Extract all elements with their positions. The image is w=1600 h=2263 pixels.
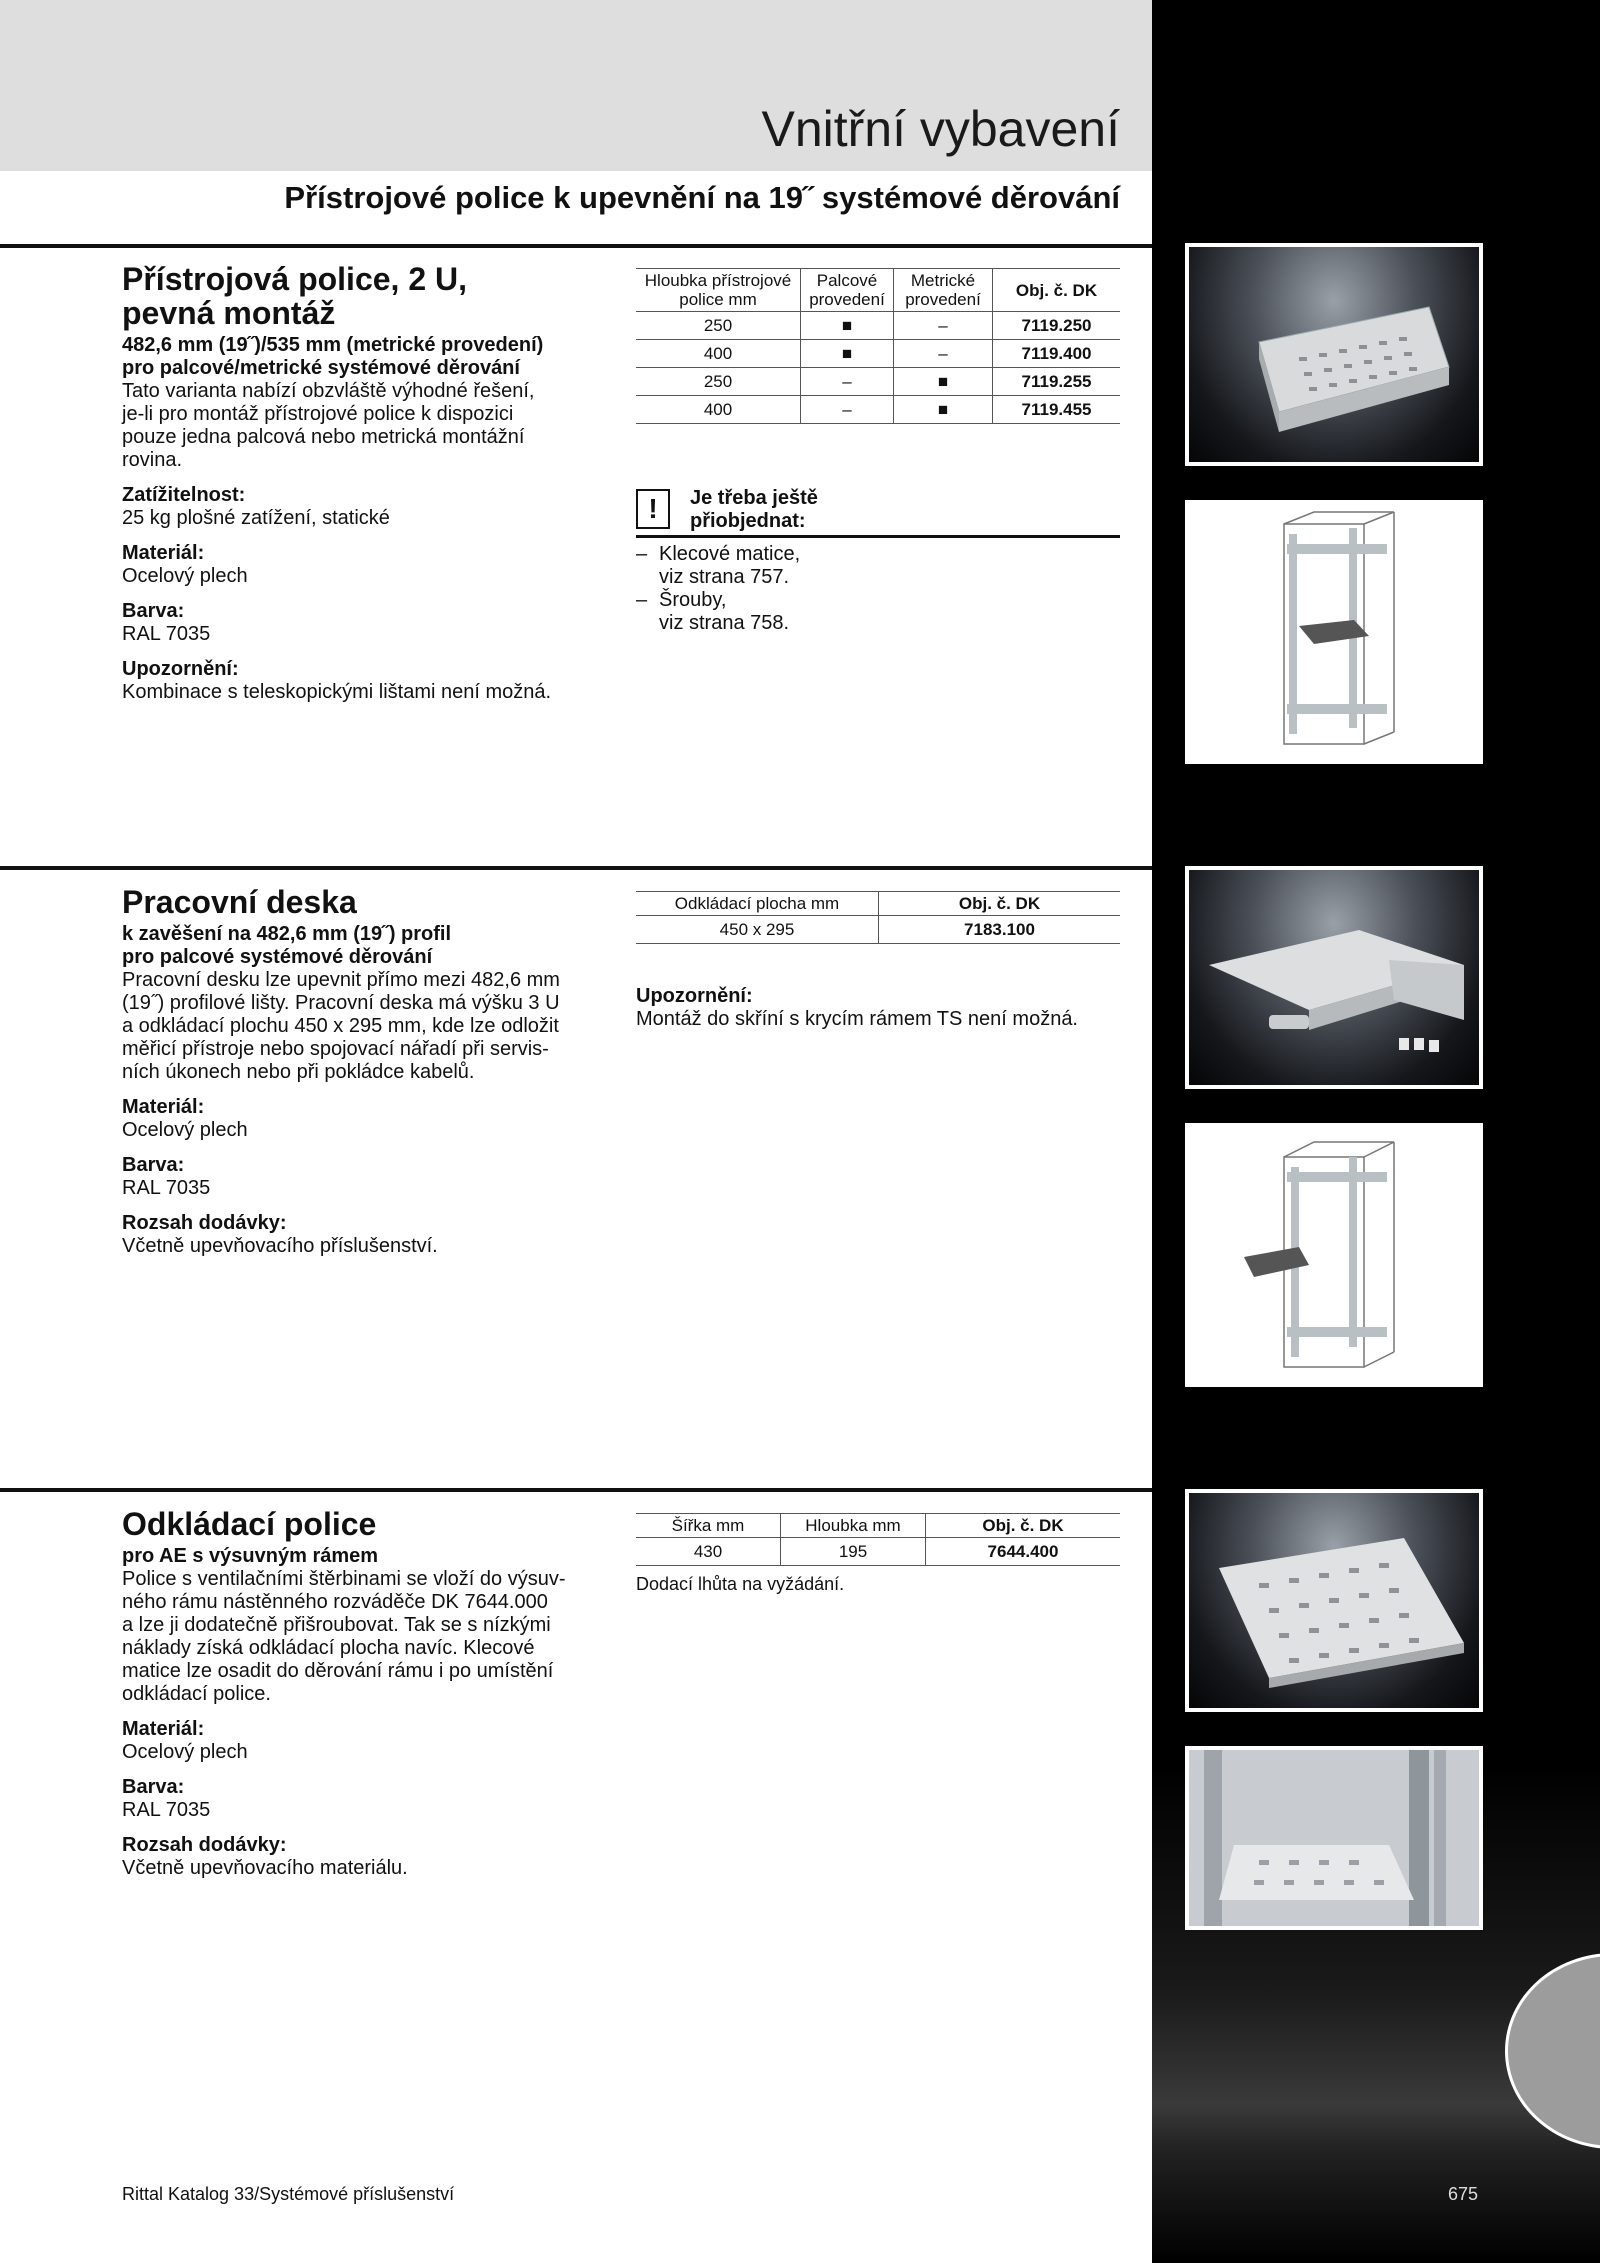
product-photo-device-shelf	[1185, 243, 1483, 466]
desc-line: matice lze osadit do děrování rámu i po umístění	[122, 1660, 554, 1682]
material-value: Ocelový plech	[122, 565, 248, 587]
product-photo-shelf-installed	[1185, 1746, 1483, 1930]
section2-subtitle-2: pro palcové systémové děrování	[122, 946, 433, 968]
section3-subtitle: pro AE s výsuvným rámem	[122, 1545, 379, 1567]
desc-line: a lze ji dodatečně přišroubovat. Tak se s nízkými	[122, 1614, 551, 1636]
order-box-title-line: přiobjednat:	[690, 510, 806, 532]
section1-text	[122, 262, 612, 704]
page-subtitle: Přístrojové police k upevnění na 19˝ systémové děrování	[284, 180, 1120, 215]
table-row	[636, 340, 1120, 368]
section1-title: Přístrojová police, 2 U,	[122, 261, 467, 297]
table-row	[636, 312, 1120, 340]
color-value: RAL 7035	[122, 1799, 211, 1821]
product-photo-storage-shelf	[1185, 1489, 1483, 1712]
section1-title-2: pevná montáž	[122, 295, 336, 331]
cell-metric: –	[894, 340, 993, 368]
cell-inch: ■	[801, 340, 894, 368]
color-label: Barva:	[122, 600, 185, 622]
table-row	[636, 916, 1120, 944]
cabinet-drawing	[1189, 504, 1479, 760]
material-value: Ocelový plech	[122, 1119, 248, 1141]
desc-line: je-li pro montáž přístrojové police k dispozici	[122, 403, 514, 425]
desc-line: Pracovní desku lze upevnit přímo mezi 482,6 mm	[122, 969, 560, 991]
section-divider	[0, 244, 1152, 248]
table-header-row	[636, 1514, 1120, 1538]
cell-depth: 250	[636, 368, 801, 396]
section3-text	[122, 1507, 612, 1880]
section1-subtitle: 482,6 mm (19˝)/535 mm (metrické provedení)	[122, 334, 544, 356]
list-item-text: viz strana 758.	[659, 612, 790, 634]
cell-order-no: 7119.255	[993, 368, 1121, 396]
section3-table	[636, 1513, 1120, 1566]
material-label: Materiál:	[122, 1718, 205, 1740]
col-header-width: Šířka mm	[636, 1514, 781, 1538]
col-header-order-no: Obj. č. DK	[926, 1514, 1121, 1538]
desc-line: ného rámu nástěnného rozváděče DK 7644.000	[122, 1591, 548, 1613]
color-label: Barva:	[122, 1776, 185, 1798]
color-label: Barva:	[122, 1154, 185, 1176]
col-header-metric: Metrické provedení	[894, 269, 993, 312]
delivery-note: Dodací lhůta na vyžádání.	[636, 1574, 845, 1594]
warning-icon: !	[636, 489, 670, 529]
storage-shelf-illustration	[1189, 1493, 1479, 1708]
color-value: RAL 7035	[122, 623, 211, 645]
desc-line: Police s ventilačními štěrbinami se vloží do výsuv-	[122, 1568, 566, 1590]
list-item	[636, 589, 1120, 635]
drawing-cabinet-shelf	[1185, 500, 1483, 764]
desc-line: a odkládací plochu 450 x 295 mm, kde lze odložit	[122, 1015, 559, 1037]
col-header-order-no: Obj. č. DK	[993, 269, 1121, 312]
order-box-title-line: Je třeba ještě	[690, 487, 818, 509]
desc-line: Tato varianta nabízí obzvláště výhodné řešení,	[122, 380, 535, 402]
cell-order-no: 7119.455	[993, 396, 1121, 424]
desc-line: měřicí přístroje nebo spojovací nářadí při servis-	[122, 1038, 549, 1060]
cell-metric: –	[894, 312, 993, 340]
scope-label: Rozsah dodávky:	[122, 1212, 287, 1234]
note-value: Kombinace s teleskopickými lištami není možná.	[122, 681, 552, 703]
section3-title: Odkládací police	[122, 1506, 377, 1542]
order-box-items	[636, 543, 1120, 635]
note-label: Upozornění:	[636, 985, 753, 1007]
section1-table	[636, 268, 1120, 424]
table-row	[636, 1538, 1120, 1566]
scope-label: Rozsah dodávky:	[122, 1834, 287, 1856]
list-item-text: Šrouby,	[659, 589, 727, 611]
material-value: Ocelový plech	[122, 1741, 248, 1763]
drawing-cabinet-desk	[1185, 1123, 1483, 1387]
shelf-illustration	[1189, 247, 1479, 462]
desc-line: odkládací police.	[122, 1683, 271, 1705]
col-header-depth: Hloubka mm	[781, 1514, 926, 1538]
order-box	[636, 487, 1120, 635]
list-item	[636, 543, 1120, 589]
cell-order-no: 7644.400	[926, 1538, 1121, 1566]
cell-depth: 400	[636, 340, 801, 368]
cell-order-no: 7119.400	[993, 340, 1121, 368]
cell-order-no: 7119.250	[993, 312, 1121, 340]
col-header-depth: Hloubka přístrojové police mm	[636, 269, 801, 312]
col-header-order-no: Obj. č. DK	[879, 892, 1121, 916]
scope-value: Včetně upevňovacího materiálu.	[122, 1857, 408, 1879]
order-box-title	[690, 487, 818, 533]
cell-order-no: 7183.100	[879, 916, 1121, 944]
list-item-text: viz strana 757.	[659, 566, 790, 588]
note-label: Upozornění:	[122, 658, 239, 680]
cell-depth: 250	[636, 312, 801, 340]
installed-shelf-illustration	[1189, 1750, 1479, 1926]
cell-width: 430	[636, 1538, 781, 1566]
material-label: Materiál:	[122, 542, 205, 564]
col-header-surface: Odkládací plocha mm	[636, 892, 879, 916]
cell-inch: –	[801, 368, 894, 396]
product-photo-work-desk	[1185, 866, 1483, 1089]
footer-catalog: Rittal Katalog 33/Systémové příslušenství	[122, 2184, 455, 2204]
section2-subtitle: k zavěšení na 482,6 mm (19˝) profil	[122, 923, 452, 945]
color-value: RAL 7035	[122, 1177, 211, 1199]
list-dash: –	[636, 589, 648, 611]
desc-line: pouze jedna palcová nebo metrická montážní	[122, 426, 525, 448]
list-item-text: Klecové matice,	[659, 543, 801, 565]
desc-line: rovina.	[122, 449, 183, 471]
section1-description	[122, 380, 612, 472]
chapter-title: Vnitřní vybavení	[761, 101, 1120, 157]
cell-depth: 400	[636, 396, 801, 424]
order-box-header	[636, 487, 1120, 538]
table-header-row	[636, 269, 1120, 312]
cell-surface: 450 x 295	[636, 916, 879, 944]
cell-metric: ■	[894, 396, 993, 424]
material-label: Materiál:	[122, 1096, 205, 1118]
table-row	[636, 368, 1120, 396]
section-divider	[0, 866, 1152, 870]
cell-metric: ■	[894, 368, 993, 396]
desc-line: ních úkonech nebo při pokládce kabelů.	[122, 1061, 475, 1083]
col-header-inch: Palcové provedení	[801, 269, 894, 312]
section2-table	[636, 891, 1120, 944]
desk-illustration	[1189, 870, 1479, 1085]
section2-title: Pracovní deska	[122, 884, 357, 920]
page-number: 675	[1448, 2184, 1479, 2204]
desc-line: náklady získá odkládací plocha navíc. Klecové	[122, 1637, 535, 1659]
desc-line: (19˝) profilové lišty. Pracovní deska má výšku 3 U	[122, 992, 560, 1014]
section2-description	[122, 969, 612, 1084]
cell-depth: 195	[781, 1538, 926, 1566]
list-dash: –	[636, 543, 648, 565]
scope-value: Včetně upevňovacího příslušenství.	[122, 1235, 438, 1257]
load-value: 25 kg plošné zatížení, statické	[122, 507, 390, 529]
table-header-row	[636, 892, 1120, 916]
section2-text	[122, 885, 612, 1258]
cell-inch: –	[801, 396, 894, 424]
section-divider	[0, 1488, 1152, 1492]
cabinet-drawing	[1189, 1127, 1479, 1383]
section3-description	[122, 1568, 612, 1706]
section1-subtitle-2: pro palcové/metrické systémové děrování	[122, 357, 520, 379]
table-row	[636, 396, 1120, 424]
section2-note	[636, 985, 1126, 1031]
note-value: Montáž do skříní s krycím rámem TS není možná.	[636, 1008, 1078, 1030]
load-label: Zatížitelnost:	[122, 484, 246, 506]
cell-inch: ■	[801, 312, 894, 340]
